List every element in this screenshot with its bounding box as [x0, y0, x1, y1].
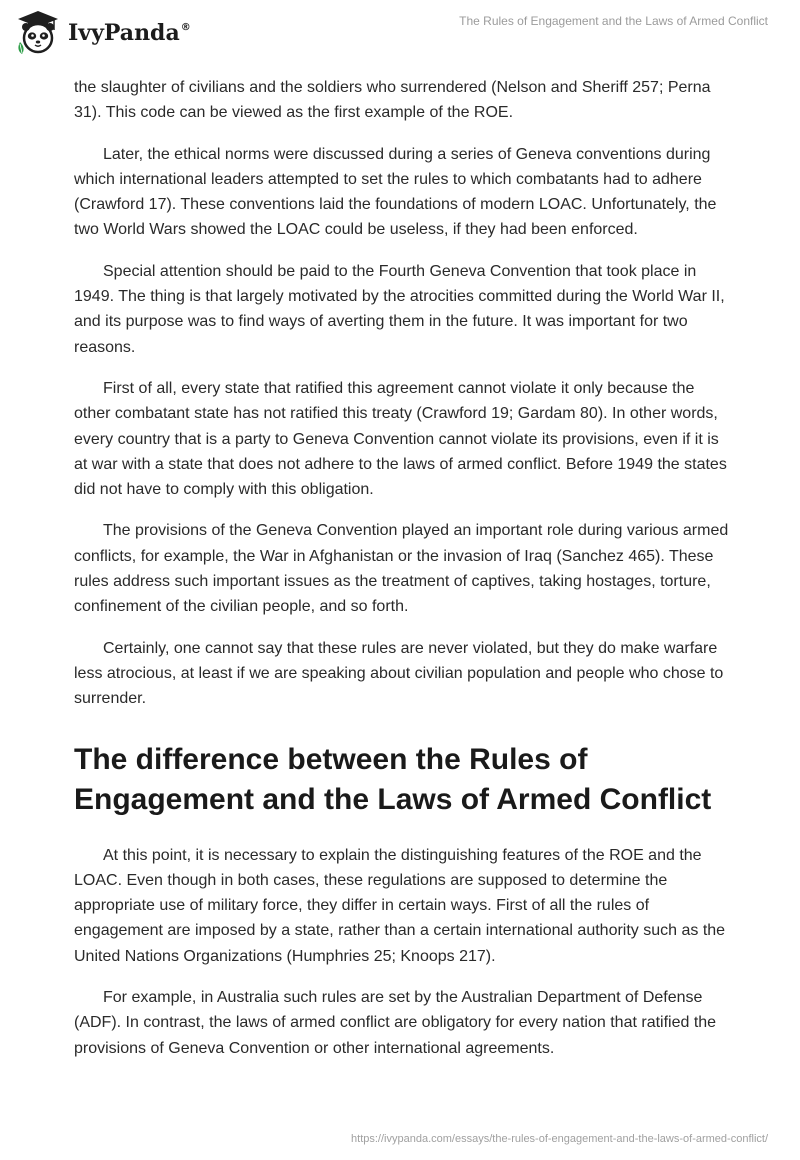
source-url[interactable]: https://ivypanda.com/essays/the-rules-of-engagement-and-the-laws-of-armed-conflict/: [351, 1133, 768, 1145]
ivypanda-logo[interactable]: [14, 8, 191, 56]
logo-text: IvyPanda®: [68, 20, 191, 46]
paragraph: At this point, it is necessary to explain the distinguishing features of the ROE and the LOAC. Even though in both cases, these regulations are supposed to determine the appropriate use of military force, they differ in certain ways. First of all the rules of engagement are imposed by a state, rather than a certain international authority such as the United Nations Organizations (Humphries 25; Knoops 217).: [74, 846, 726, 965]
paragraph: Later, the ethical norms were discussed during a series of Geneva conventions during which international leaders attempted to set the rules to which combatants had to adhere (Crawford 17). These conventions laid the foundations of modern LOAC. Unfortunately, the two World Wars showed the LOAC could be useless, if they had been enforced.: [74, 145, 717, 239]
paragraph: the slaughter of civilians and the soldiers who surrendered (Nelson and Sheriff 257; Perna 31). This code can be viewed as the first example of the ROE.: [74, 79, 711, 122]
page-header: [0, 0, 800, 70]
essay-body: [74, 75, 734, 1077]
panda-graduate-icon: [14, 8, 62, 56]
paragraph: Certainly, one cannot say that these rules are never violated, but they do make warfare less atrocious, at least if we are speaking about civilian population and people who chose to surrender.: [74, 639, 724, 708]
paragraph: First of all, every state that ratified this agreement cannot violate it only because the other combatant state has not ratified this treaty (Crawford 19; Gardam 80). In other words, every country that is a party to Geneva Convention cannot violate its provisions, even if it is at war with a state that does not adhere to the laws of armed conflict. Before 1949 the states did not have to comply with this obligation.: [74, 379, 727, 499]
section-heading: The difference between the Rules of Engagement and the Laws of Armed Conflict: [74, 742, 712, 816]
paragraph: The provisions of the Geneva Convention played an important role during various armed conflicts, for example, the War in Afghanistan or the invasion of Iraq (Sanchez 465). These rules address such important issues as the treatment of captives, taking hostages, torture, confinement of the civilian people, and so forth.: [74, 522, 729, 616]
paragraph: Special attention should be paid to the Fourth Geneva Convention that took place in 1949. The thing is that largely motivated by the atrocities committed during the World War II, and its purpose was to find ways of averting them in the future. It was important for two reasons.: [74, 262, 725, 356]
document-title: The Rules of Engagement and the Laws of Armed Conflict: [459, 14, 768, 28]
paragraph: For example, in Australia such rules are set by the Australian Department of Defense (ADF). In contrast, the laws of armed conflict are obligatory for every nation that ratified the provisions of Geneva Convention or other international agreements.: [74, 989, 717, 1057]
